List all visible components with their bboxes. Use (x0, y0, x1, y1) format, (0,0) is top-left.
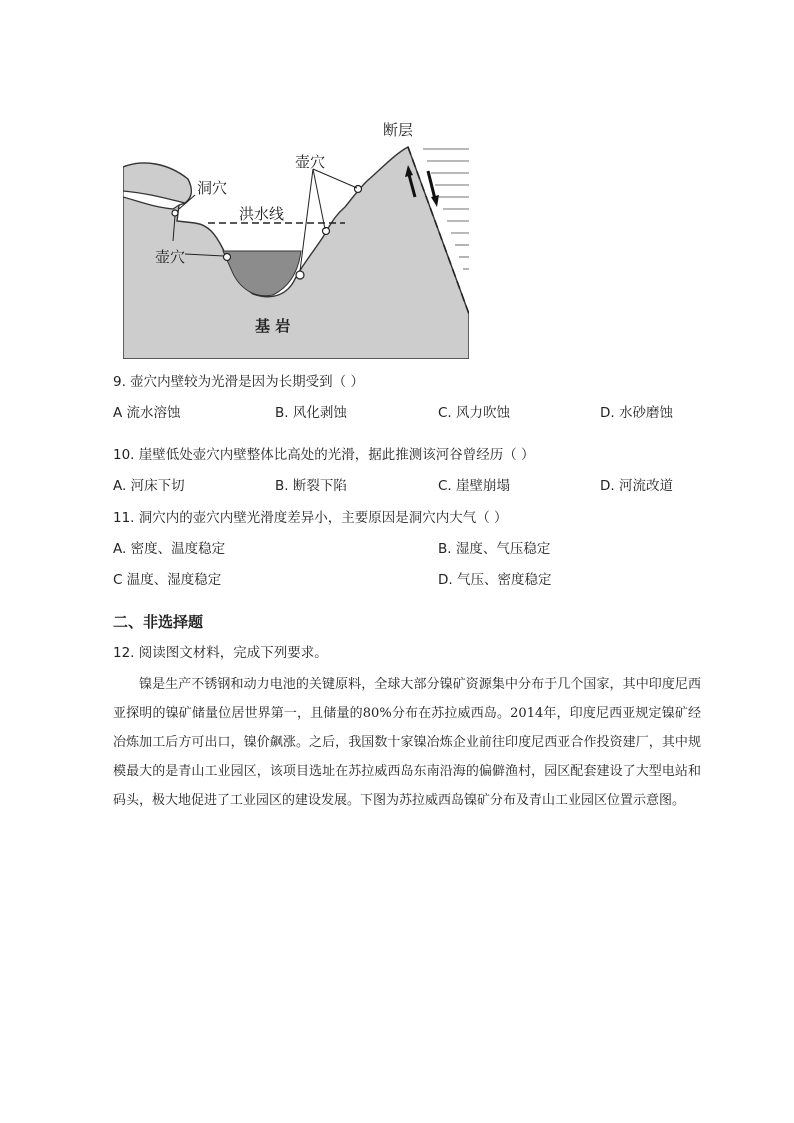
flood-line-label: 洪水线 (239, 205, 285, 223)
q11-option-a[interactable]: A. 密度、温度稳定 (113, 541, 226, 557)
q10-option-d[interactable]: D. 河流改道 (600, 478, 673, 494)
question-9-stem: 9. 壶穴内壁较为光滑是因为长期受到（ ） (113, 374, 364, 390)
section-title: 二、非选择题 (113, 613, 204, 631)
q11-option-d[interactable]: D. 气压、密度稳定 (438, 572, 552, 588)
q9-option-a[interactable]: A 流水溶蚀 (113, 405, 181, 421)
valley-cross-section-figure (123, 109, 469, 359)
q11-option-b[interactable]: B. 湿度、气压稳定 (438, 541, 551, 557)
bedrock-label: 基 岩 (255, 317, 291, 335)
question-12-material: 镍是生产不锈钢和动力电池的关键原料，全球大部分镍矿资源集中分布于几个国家，其中印度尼西亚探明的镍矿储量位居世界第一，且储量的80%分布在苏拉威西岛。2014年，印度尼西亚规定镍矿经冶炼加工后方可出口，镍价飙涨。之后，我国数十家镍冶炼企业前往印度尼西亚合作投资建厂，其中规模最大的是青山工业园区，该项目选址在苏拉威西岛东南沿海的偏僻渔村，园区配套建设了大型电站和码头，极大地促进了工业园区的建设发展。下图为苏拉威西岛镍矿分布及青山工业园区位置示意图。 (113, 677, 701, 808)
q9-option-b[interactable]: B. 风化剥蚀 (275, 405, 347, 421)
q10-option-b[interactable]: B. 断裂下陷 (275, 478, 347, 494)
pothole-label-top: 壶穴 (295, 153, 326, 171)
q10-option-c[interactable]: C. 崖壁崩塌 (438, 478, 511, 494)
q9-option-d[interactable]: D. 水砂磨蚀 (600, 405, 673, 421)
question-11-stem: 11. 洞穴内的壶穴内壁光滑度差异小，主要原因是洞穴内大气（ ） (113, 510, 508, 526)
q11-option-c[interactable]: C 温度、湿度稳定 (113, 572, 222, 588)
cave-label: 洞穴 (197, 179, 228, 197)
question-12-stem: 12. 阅读图文材料，完成下列要求。 (113, 645, 328, 661)
q9-option-c[interactable]: C. 风力吹蚀 (438, 405, 511, 421)
pothole-label-left: 壶穴 (155, 248, 186, 266)
fault-label: 断层 (383, 121, 414, 139)
q10-option-a[interactable]: A. 河床下切 (113, 478, 185, 494)
question-10-stem: 10. 崖壁低处壶穴内壁整体比高处的光滑，据此推测该河谷曾经历（ ） (113, 447, 535, 463)
